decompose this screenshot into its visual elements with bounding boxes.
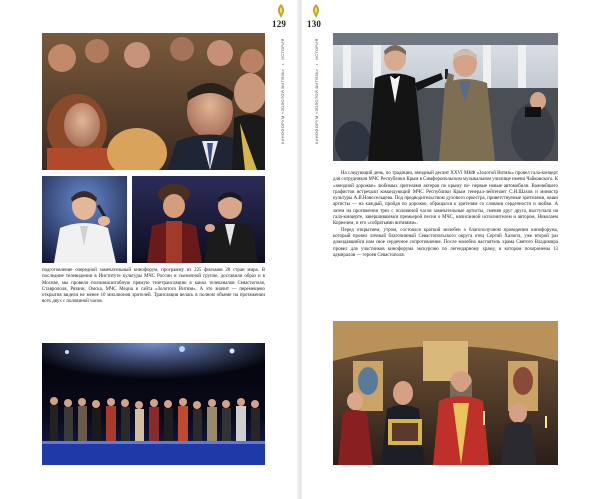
running-head-section: ИСТОРИЯ (314, 38, 319, 60)
right-body-text (333, 171, 558, 259)
running-head-title: КИНОФОРУМ «ЗОЛОТОЙ ВИТЯЗЬ» (314, 68, 319, 144)
page-number: 130 (307, 19, 322, 29)
page-number: 129 (272, 19, 287, 29)
running-head-separator: • (280, 63, 285, 66)
running-head (280, 34, 285, 144)
festival-emblem-icon (311, 4, 321, 18)
stage-lineup-photo (42, 343, 265, 465)
left-paragraph: подготовление очередной замечательный кинофорум, программу из 225 фильмов 28 стран мира. В последние телевидении в Институте культуры МЧС России и съемочной группе, доставили образ и в Москве, мы провели полномасштабную прямую телетрансляцию в канал телеканалов Севастополя, Ставрополя, Рязани, Омска, МЧС Медиа и сайта «Золотого Витязя». А это значит — перемещено открытия видели не менее 10 миллионов зрителей. Трансляция велась в полном объеме на протяжении всех двух с половиной часов. (42, 268, 265, 305)
festival-emblem-icon (276, 4, 286, 18)
right-paragraph-1: На следующий день, по традиции, звездный десант XXVI МКФ «Золотой Витязь» провел гала-концерт для сотрудников МЧС Республики Крым в Симферопольском музыкальном училище имени Чайковского. К «звездной дорожке» любимых зрителями актеров по крыму пе- первые новые автомобили. Важнейшего графистов встречали командующий МЧС Республики Крым генерал-лейтенант С.Н.Шахов и министр культуры А.В.Новосельцева. Под предводительством духового оркестра, приветствуемые зрителями, наши артисты — на каждый, пройдя по дорожке, обращался к зрителям со словами сердечности и любви. А затем на протяжении трех с половиной часов замечательные артисты, сменяя друг друга, выступали на гала-концерте, завершившемся премьерой песни о МЧС, написанной исполнителем и автором, Николаем Корнелем, и его «собратьями витязями». (333, 171, 558, 227)
two-singers-photo (132, 176, 265, 263)
running-head-section: ИСТОРИЯ (280, 38, 285, 60)
left-page (0, 0, 298, 499)
hosts-at-microphone-photo (333, 33, 558, 161)
church-ceremony-photo (333, 321, 558, 465)
left-body-text (42, 268, 265, 306)
running-head (314, 34, 319, 144)
audience-photo (42, 33, 265, 170)
right-paragraph-2: Перед открытием, утром, состоялся краткий молебен о благополучном проведении кинофорума, который провел личный благочинный Севастопольского округа отец Сергий Халюта, уже второй раз дожидавшийся нам свое сердечное сопротивление. После молебна настоятель храма Святого Владимира провел для участников кинофорума экскурсию по легендарному храму, в котором похоронены 13 адмиралов — героев Севастополя. (333, 227, 558, 258)
right-page (302, 0, 600, 499)
running-head-title: КИНОФОРУМ «ЗОЛОТОЙ ВИТЯЗЬ» (280, 68, 285, 144)
running-head-separator: • (314, 63, 319, 66)
singer-white-suit-photo (42, 176, 127, 263)
